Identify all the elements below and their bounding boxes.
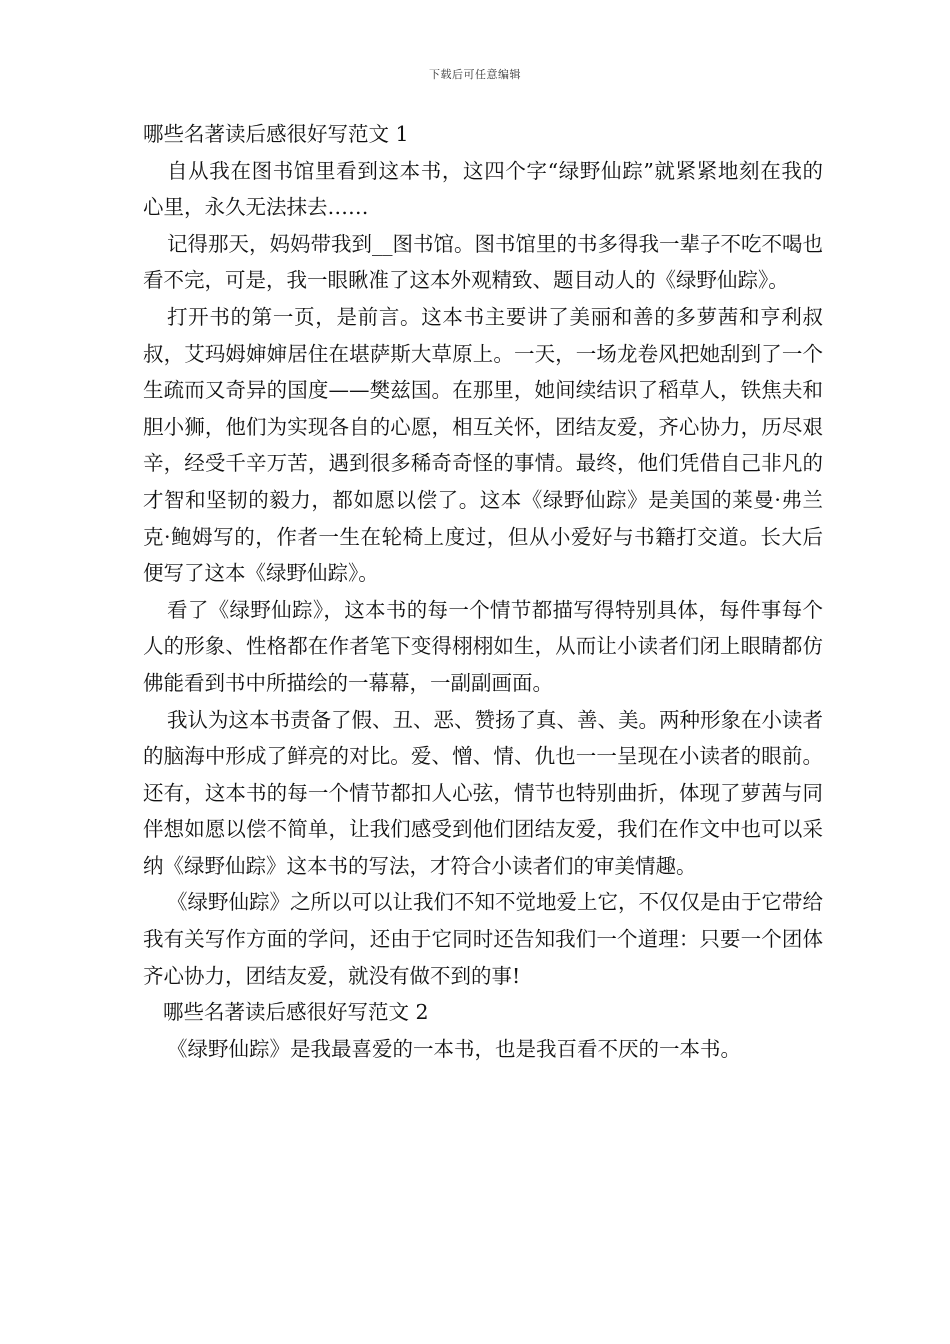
paragraph: 看了《绿野仙踪》，这本书的每一个情节都描写得特别具体，每件事每个人的形象、性格都在作者笔下变得栩栩如生，从而让小读者们闭上眼睛都仿佛能看到书中所描绘的一幕幕，一副副画面。 xyxy=(143,597,823,695)
paragraph: 《绿野仙踪》之所以可以让我们不知不觉地爱上它，不仅仅是由于它带给我有关写作方面的学问，还由于它同时还告知我们一个道理：只要一个团体齐心协力，团结友爱，就没有做不到的事! xyxy=(143,890,823,988)
article-heading-1: 哪些名著读后感很好写范文 1 xyxy=(143,122,409,146)
paragraph: 记得那天，妈妈带我到__图书馆。图书馆里的书多得我一辈子不吃不喝也看不完，可是，我一眼瞅准了这本外观精致、题目动人的《绿野仙踪》。 xyxy=(143,231,823,293)
paragraph: 自从我在图书馆里看到这本书，这四个字“绿野仙踪”就紧紧地刻在我的心里，永久无法抹去…… xyxy=(143,158,823,220)
article-heading-2: 哪些名著读后感很好写范文 2 xyxy=(163,1000,429,1025)
paragraph: 《绿野仙踪》是我最喜爱的一本书，也是我百看不厌的一本书。 xyxy=(167,1036,741,1061)
paragraph: 我认为这本书责备了假、丑、恶、赞扬了真、善、美。两种形象在小读者的脑海中形成了鲜亮的对比。爱、憎、情、仇也一一呈现在小读者的眼前。还有，这本书的每一个情节都扣人心弦，情节也特别曲折，体现了萝茜与同伴想如愿以偿不简单，让我们感受到他们团结友爱，我们在作文中也可以采纳《绿野仙踪》这本书的写法，才符合小读者们的审美情趣。 xyxy=(143,707,823,878)
document-body xyxy=(143,116,823,1067)
page-header-note: 下载后可任意编辑 xyxy=(429,68,521,81)
paragraph: 打开书的第一页，是前言。这本书主要讲了美丽和善的多萝茜和亨利叔叔，艾玛姆婶婶居住在堪萨斯大草原上。一天，一场龙卷风把她刮到了一个生疏而又奇异的国度——樊兹国。在那里，她间续结识了稻草人，铁焦夫和胆小狮，他们为实现各自的心愿，相互关怀，团结友爱，齐心协力，历尽艰辛，经受千辛万苦，遇到很多稀奇奇怪的事情。最终，他们凭借自己非凡的才智和坚韧的毅力，都如愿以偿了。这本《绿野仙踪》是美国的莱曼·弗兰克·鲍姆写的，作者一生在轮椅上度过，但从小爱好与书籍打交道。长大后便写了这本《绿野仙踪》。 xyxy=(143,304,823,586)
